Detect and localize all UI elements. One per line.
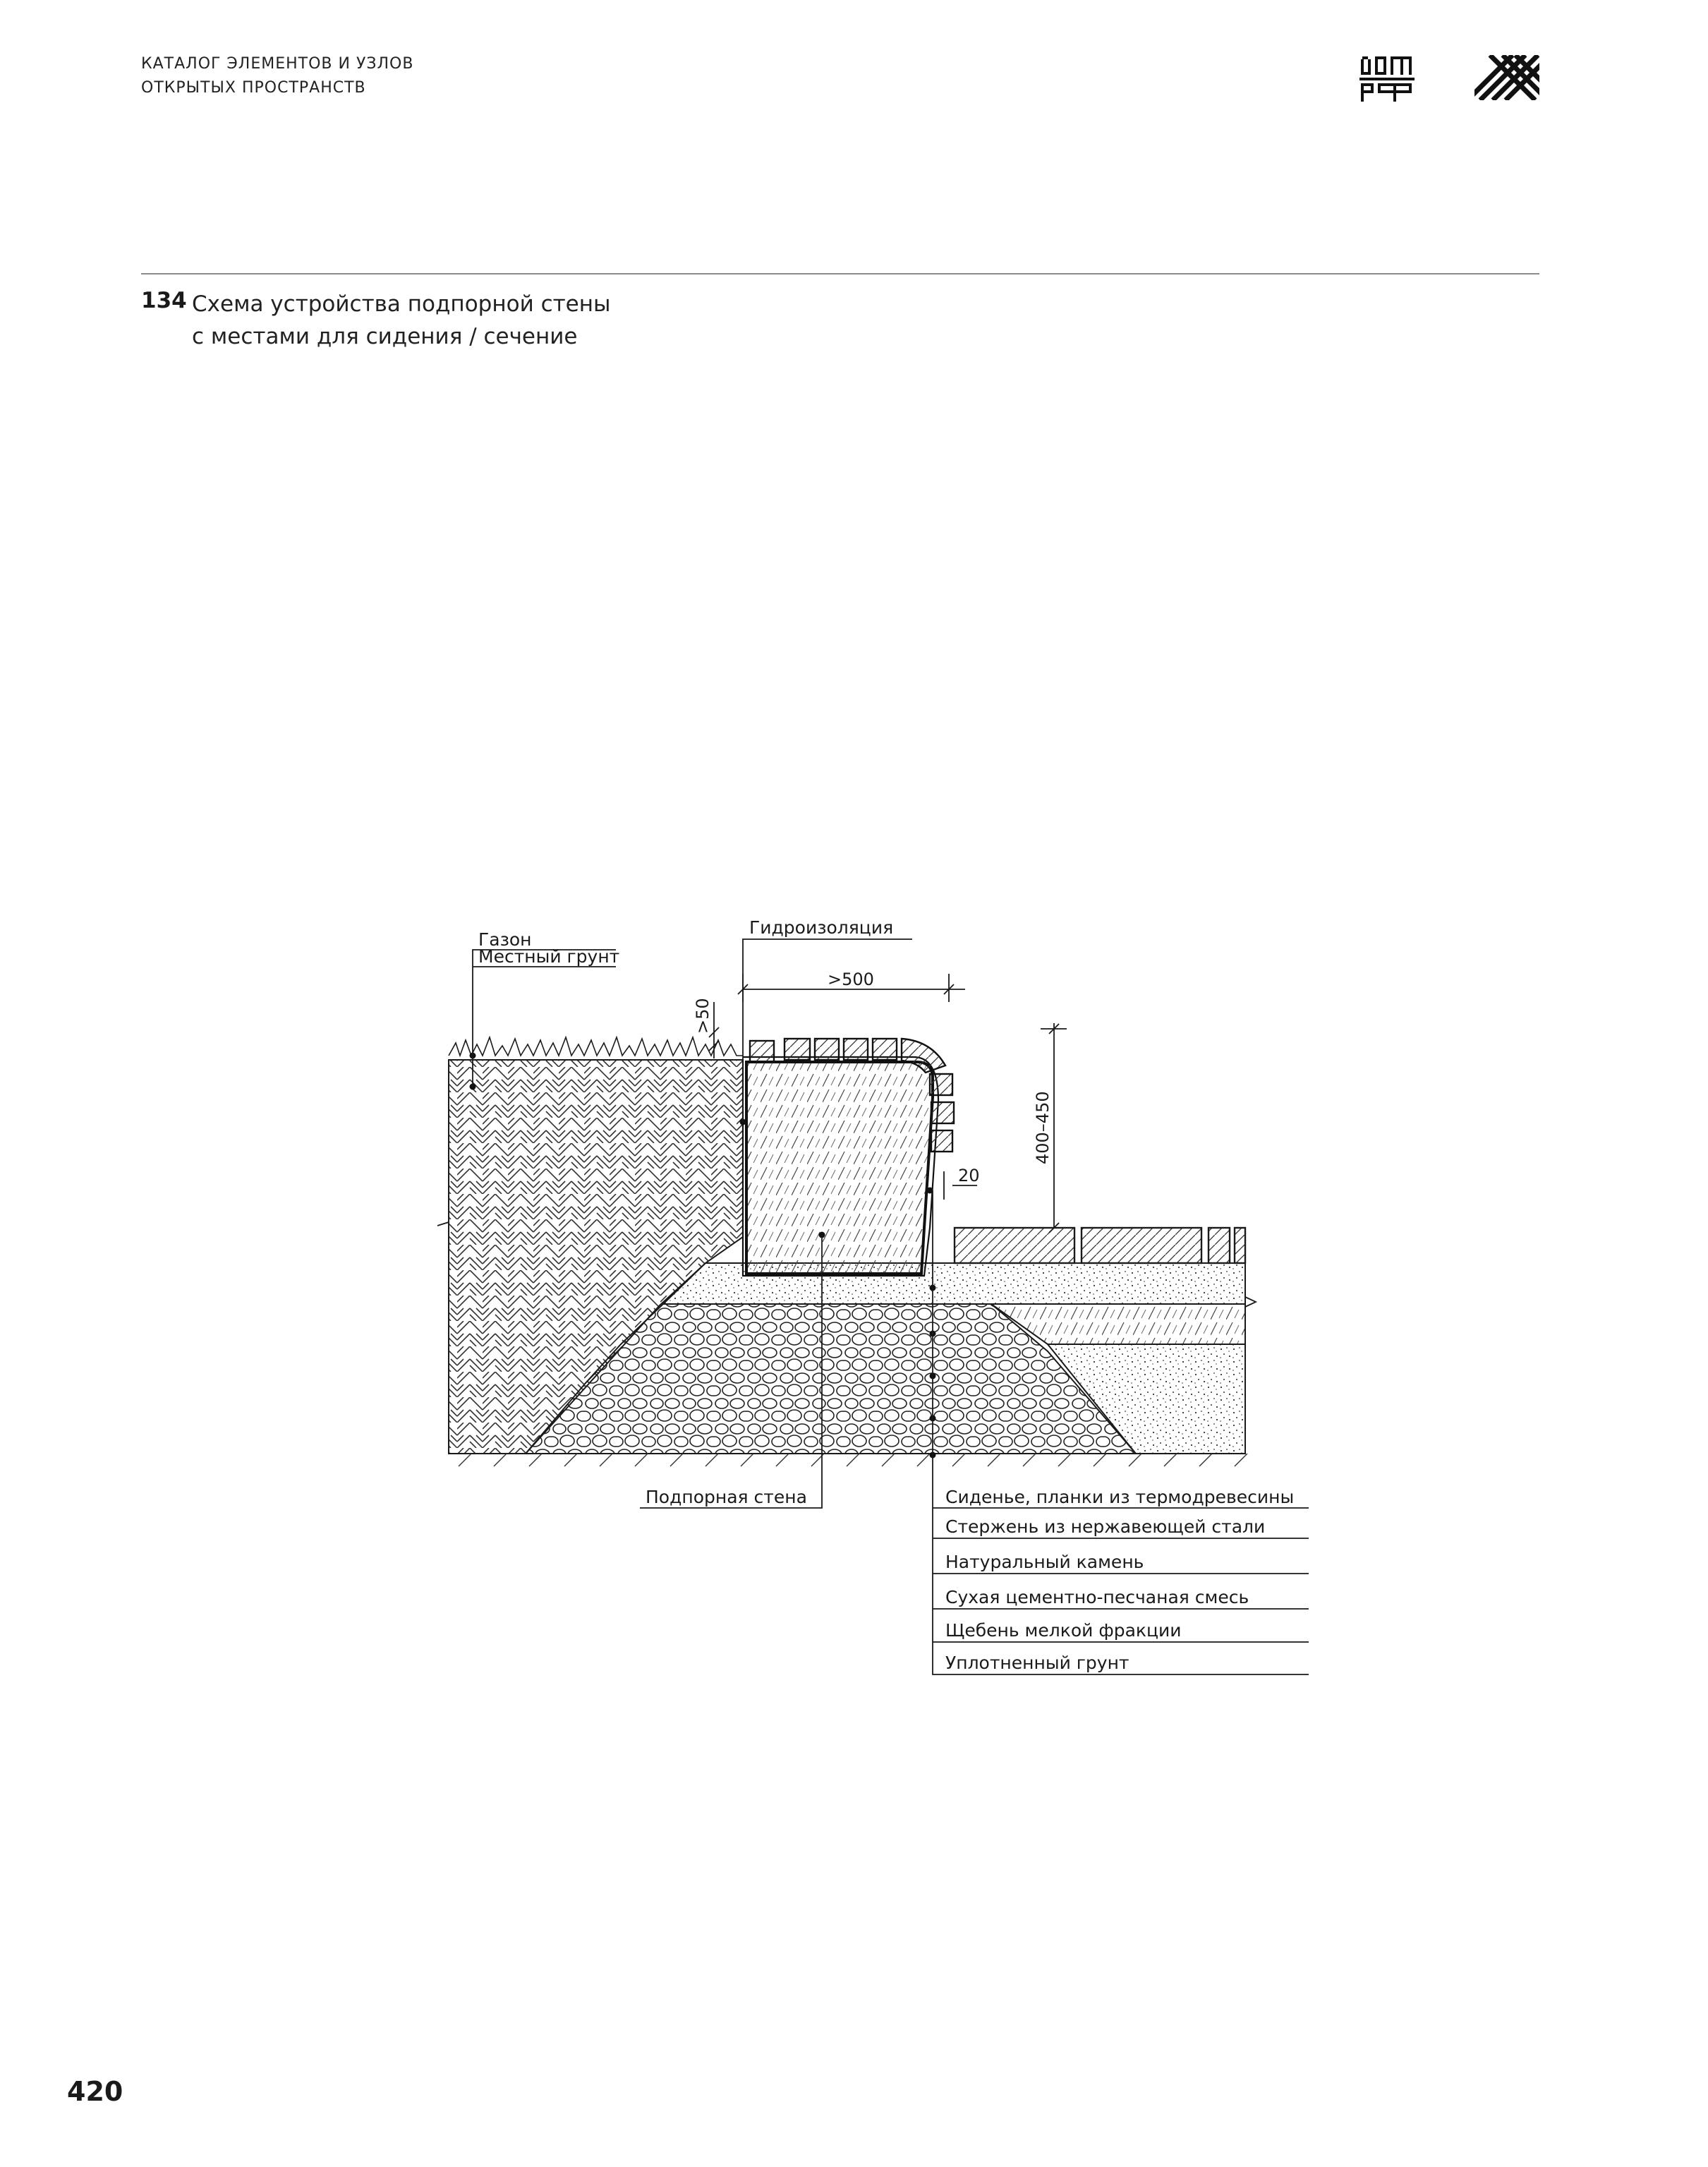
label-retaining-wall: Подпорная стена: [646, 1487, 807, 1507]
label-seat: Сиденье, планки из термодревесины: [945, 1487, 1295, 1507]
label-rod: Стержень из нержавеющей стали: [945, 1516, 1266, 1537]
catalog-header: [141, 52, 413, 100]
retaining-wall-body: [746, 1062, 933, 1274]
pattern-logo: [1474, 55, 1539, 100]
label-waterproofing: Гидроизоляция: [749, 917, 894, 938]
figure-title-line1: Схема устройства подпорной стены: [192, 291, 611, 317]
figure-title-line2: с местами для сидения / сечение: [192, 324, 578, 349]
catalog-header-line1: КАТАЛОГ ЭЛЕМЕНТОВ И УЗЛОВ: [141, 55, 414, 73]
figure-number: 134: [141, 288, 187, 313]
dim-height: 400–450: [1033, 1091, 1053, 1164]
label-dry-mix: Сухая цементно-песчаная смесь: [945, 1587, 1249, 1607]
dim-width: >500: [828, 970, 874, 989]
section-divider: [141, 273, 1539, 274]
label-natural-stone: Натуральный камень: [945, 1552, 1144, 1572]
dom-rf-logo: [1359, 55, 1415, 103]
label-compacted-soil: Уплотненный грунт: [945, 1653, 1129, 1673]
figure-title: [192, 288, 611, 353]
label-gravel: Щебень мелкой фракции: [945, 1620, 1182, 1641]
catalog-header-line2: ОТКРЫТЫХ ПРОСТРАНСТВ: [141, 79, 366, 97]
page-number: 420: [67, 2076, 123, 2107]
dim-gap: 20: [958, 1166, 980, 1185]
retaining-wall-section-drawing: [423, 910, 1340, 1701]
label-lawn: Газон: [478, 929, 532, 950]
paving-slabs: [955, 1228, 1245, 1263]
label-local-soil: Местный грунт: [478, 946, 620, 967]
dim-lawn-gap: >50: [693, 998, 713, 1034]
bottom-ground-hatch: [459, 1454, 1247, 1466]
grass-line: [449, 1037, 743, 1056]
